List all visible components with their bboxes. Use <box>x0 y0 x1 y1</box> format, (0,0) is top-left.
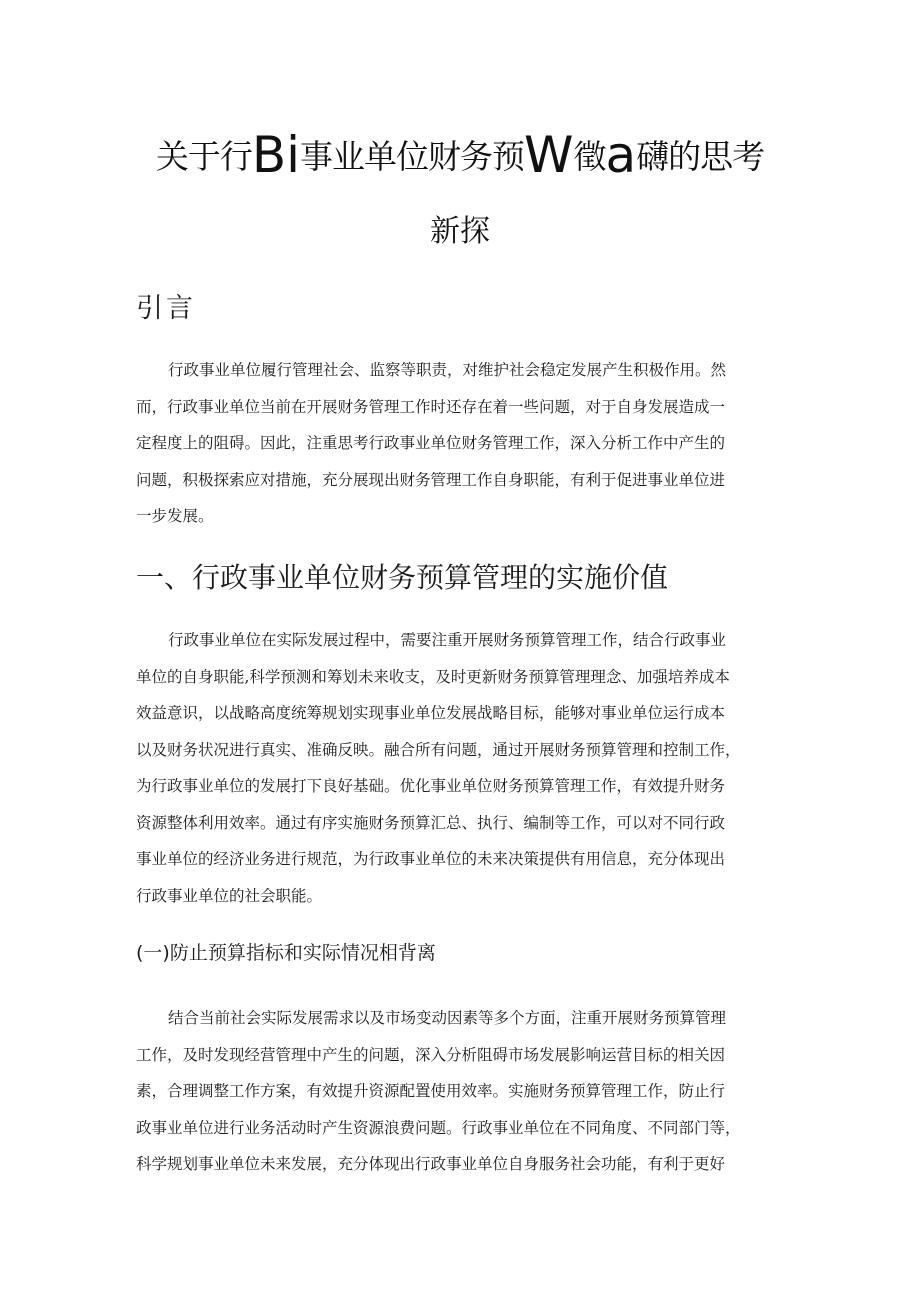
title-fragment-latin: a <box>605 126 637 184</box>
paragraph-line: 结合当前社会实际发展需求以及市场变动因素等多个方面，注重开展财务预算管理 <box>168 1009 727 1027</box>
paragraph-line: 行政事业单位在实际发展过程中，需要注重开展财务预算管理工作，结合行政事业 <box>168 631 727 649</box>
title-fragment-latin: Bi <box>251 126 301 184</box>
paragraph-line: 以及财务状况进行真实、准确反映。融合所有问题，通过开展财务预算管理和控制工作， <box>136 740 741 759</box>
paragraph-line: 政事业单位进行业务活动时产生资源浪费问题。行政事业单位在不同角度、不同部门等， <box>136 1118 741 1137</box>
section-1-paragraph <box>136 622 796 914</box>
subsection-1-heading: (一)防止预算指标和实际情况相背离 <box>136 942 436 964</box>
paragraph-line: 定程度上的阻碍。因此，注重思考行政事业单位财务管理工作，深入分析工作中产生的 <box>136 434 726 452</box>
paragraph-line: 事业单位的经济业务进行规范，为行政事业单位的未来决策提供有用信息，充分体现出 <box>136 850 726 868</box>
paragraph-line: 科学规划事业单位未来发展，充分体现出行政事业单位自身服务社会功能，有利于更好 <box>136 1155 726 1173</box>
paragraph-line: 一步发展。 <box>136 507 214 525</box>
title-fragment: 关于行 <box>155 137 252 176</box>
section-1-heading: 一、行政事业单位财务预算管理的实施价值 <box>136 561 669 594</box>
paragraph-line: 素，合理调整工作方案，有效提升资源配置使用效率。实施财务预算管理工作，防止行 <box>136 1082 726 1100</box>
title-fragment: 礴的思考 <box>636 137 765 176</box>
document-title-line-1 <box>0 126 920 184</box>
paragraph-line: 单位的自身职能,科学预测和筹划未来收支，及时更新财务预算管理理念、加强培养成本 <box>136 667 730 686</box>
paragraph-line: 问题，积极探索应对措施，充分展现出财务管理工作自身职能，有利于促进事业单位进 <box>136 470 726 489</box>
title-fragment-latin: W <box>524 126 574 184</box>
title-fragment: 徵 <box>573 137 606 176</box>
document-title-line-2: 新探 <box>430 214 490 249</box>
paragraph-line: 工作，及时发现经营管理中产生的问题，深入分析阻碍市场发展影响运营目标的相关因 <box>136 1045 726 1064</box>
paragraph-line: 而，行政事业单位当前在开展财务管理工作时还存在着一些问题，对于自身发展造成一 <box>136 397 726 416</box>
paragraph-line: 行政事业单位的社会职能。 <box>136 886 323 905</box>
title-fragment: 事业单位财务预 <box>300 137 525 176</box>
paragraph-line: 资源整体利用效率。通过有序实施财务预算汇总、执行、编制等工作，可以对不同行政 <box>136 813 726 832</box>
subsection-1-paragraph <box>136 1000 796 1183</box>
intro-heading: 引言 <box>136 293 196 324</box>
paragraph-line: 效益意识，以战略高度统筹规划实现事业单位发展战略目标，能够对事业单位运行成本 <box>136 704 726 722</box>
paragraph-line: 为行政事业单位的发展打下良好基础。优化事业单位财务预算管理工作，有效提升财务 <box>136 777 726 795</box>
intro-paragraph <box>136 352 796 535</box>
paragraph-line: 行政事业单位履行管理社会、监察等职责，对维护社会稳定发展产生积极作用。然 <box>168 361 727 379</box>
